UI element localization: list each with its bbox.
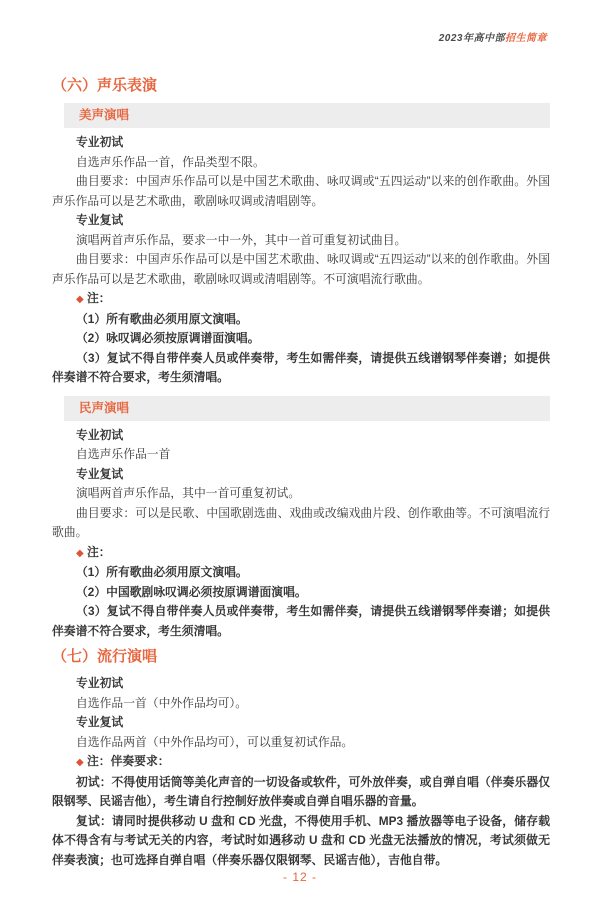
bel-canto-round2-desc: 演唱两首声乐作品，要求一中一外，其中一首可重复初试曲目。 bbox=[76, 232, 407, 247]
folk-round1-label: 专业初试 bbox=[76, 427, 124, 442]
subsection-heading-bel-canto-label: 美声演唱 bbox=[79, 108, 130, 122]
bel-canto-note-1: （1）所有歌曲必须用原文演唱。 bbox=[76, 311, 248, 326]
pop-round2-desc: 自选作品两首（中外作品均可），可以重复初试作品。 bbox=[76, 734, 354, 749]
folk-note-3: （3）复试不得自带伴奏人员或伴奏带，考生如需伴奏，请提供五线谱钢琴伴奏谱；如提供伴奏谱不符合要求，考生须清唱。 bbox=[52, 604, 550, 638]
document-content bbox=[52, 76, 550, 870]
pop-note-heading bbox=[52, 752, 550, 773]
bel-canto-round1-req: 曲目要求：中国声乐作品可以是中国艺术歌曲、咏叹调或“五四运动”以来的创作歌曲。外国声乐作品可以是艺术歌曲，歌剧咏叹调或清唱剧等。 bbox=[52, 174, 550, 208]
folk-note-2: （2）中国歌剧咏叹调必须按原调谱面演唱。 bbox=[76, 584, 307, 599]
bel-canto-note-label: 注： bbox=[86, 291, 111, 305]
pop-note-label: 注：伴奏要求： bbox=[86, 754, 170, 768]
page-number: - 12 - bbox=[282, 870, 317, 884]
folk-round1-desc: 自选声乐作品一首 bbox=[76, 447, 171, 461]
section7-title: （七）流行演唱 bbox=[52, 648, 158, 665]
subsection-heading-folk bbox=[64, 396, 550, 421]
header-title-accent: 招生简章 bbox=[505, 33, 547, 44]
bel-canto-round1-desc: 自选声乐作品一首，作品类型不限。 bbox=[76, 154, 265, 169]
subsection-heading-bel-canto bbox=[64, 103, 550, 128]
folk-round2-label: 专业复试 bbox=[76, 466, 124, 481]
folk-note-label: 注： bbox=[86, 544, 111, 559]
bel-canto-note-heading bbox=[52, 289, 550, 310]
folk-round2-desc: 演唱两首声乐作品，其中一首可重复初试。 bbox=[76, 486, 301, 500]
note-diamond-icon: ◆ bbox=[76, 547, 84, 559]
bel-canto-round2-label: 专业复试 bbox=[76, 213, 124, 227]
pop-note-round1: 初试：不得使用话筒等美化声音的一切设备或软件，可外放伴奏，或自弹自唱（伴奏乐器仅限钢琴、民谣吉他），考生请自行控制好放伴奏或自弹自唱乐器的音量。 bbox=[52, 774, 550, 808]
bel-canto-note-3: （3）复试不得自带伴奏人员或伴奏带，考生如需伴奏，请提供五线谱钢琴伴奏谱；如提供伴奏谱不符合要求，考生须清唱。 bbox=[52, 350, 550, 384]
note-diamond-icon: ◆ bbox=[76, 757, 84, 768]
header-title-prefix: 2023年高中部 bbox=[438, 33, 505, 44]
pop-round1-desc: 自选作品一首（中外作品均可）。 bbox=[76, 695, 248, 710]
page-header bbox=[439, 29, 547, 44]
pop-round1-label: 专业初试 bbox=[76, 676, 124, 690]
folk-note-1: （1）所有歌曲必须用原文演唱。 bbox=[76, 565, 248, 579]
subsection-heading-folk-label: 民声演唱 bbox=[79, 400, 130, 415]
pop-round2-label: 专业复试 bbox=[76, 715, 124, 729]
bel-canto-round1-label: 专业初试 bbox=[76, 135, 124, 149]
folk-note-heading bbox=[52, 543, 550, 564]
note-diamond-icon: ◆ bbox=[76, 294, 84, 305]
bel-canto-round2-req: 曲目要求：中国声乐作品可以是中国艺术歌曲、咏叹调或“五四运动”以来的创作歌曲。外国声乐作品可以是艺术歌曲，歌剧咏叹调或清唱剧等。不可演唱流行歌曲。 bbox=[52, 252, 550, 286]
bel-canto-note-2: （2）咏叹调必须按原调谱面演唱。 bbox=[76, 331, 260, 345]
pop-note-round2: 复试：请同时提供移动 U 盘和 CD 光盘，不得使用手机、MP3 播放器等电子设备，储存载体不得含有与考试无关的内容，考试时如遇移动 U 盘和 CD 光盘无法播放的情况，考试须做无伴奏表演；也可选择自弹自唱（伴奏乐器仅限钢琴、民谣吉他），吉他自带。 bbox=[52, 813, 550, 867]
folk-round2-req: 曲目要求：可以是民歌、中国歌剧选曲、戏曲或改编戏曲片段、创作歌曲等。不可演唱流行歌曲。 bbox=[52, 505, 550, 539]
section6-title: （六）声乐表演 bbox=[52, 77, 158, 94]
